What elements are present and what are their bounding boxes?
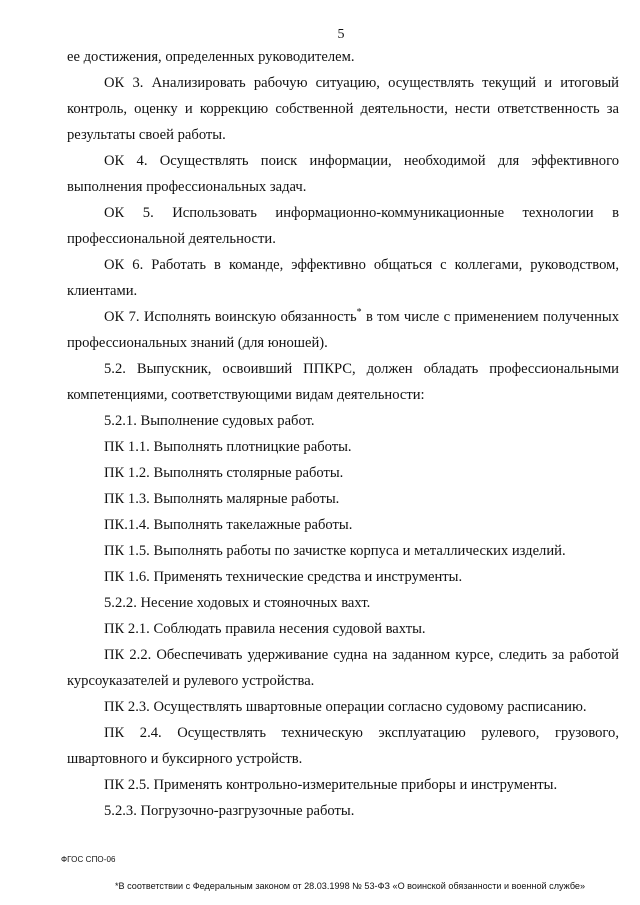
paragraph: 5.2.2. Несение ходовых и стояночных вахт. — [104, 595, 371, 611]
paragraph: ее достижения, определенных руководителем. — [67, 49, 355, 65]
paragraph: ОК 3. Анализировать рабочую ситуацию, осуществлять текущий и итоговый контроль, оценку и коррекцию собственной деятельности, нести ответственность за результаты своей работы. — [67, 75, 619, 143]
ok7-text-end: в том числе с применением полученных профессиональных знаний (для юношей). — [67, 309, 619, 351]
paragraph: ПК 1.6. Применять технические средства и инструменты. — [104, 569, 463, 585]
paragraph: ПК 2.4. Осуществлять техническую эксплуатацию рулевого, грузового, швартовного и буксирного устройств. — [67, 725, 619, 767]
paragraph: ПК.1.4. Выполнять такелажные работы. — [104, 517, 353, 533]
paragraph: ПК 2.5. Применять контрольно-измерительные приборы и инструменты. — [104, 777, 558, 793]
paragraph: 5.2.1. Выполнение судовых работ. — [104, 413, 315, 429]
paragraph: ПК 1.1. Выполнять плотницкие работы. — [104, 439, 352, 455]
paragraph: ОК 4. Осуществлять поиск информации, необходимой для эффективного выполнения профессиональных задач. — [67, 153, 619, 195]
document-body — [67, 44, 619, 824]
paragraph: ПК 2.2. Обеспечивать удерживание судна на заданном курсе, следить за работой курсоуказателей и рулевого устройства. — [67, 647, 619, 689]
footnote-mark: * — [356, 307, 362, 319]
footnote: *В соответствии с Федеральным законом от 28.03.1998 № 53-ФЗ «О воинской обязанности и военной службе» — [115, 881, 586, 891]
paragraph: ОК 6. Работать в команде, эффективно общаться с коллегами, руководством, клиентами. — [67, 257, 619, 299]
paragraph: 5.2.3. Погрузочно-разгрузочные работы. — [104, 803, 355, 819]
paragraph: ПК 1.2. Выполнять столярные работы. — [104, 465, 344, 481]
paragraph: ПК 2.1. Соблюдать правила несения судовой вахты. — [104, 621, 426, 637]
paragraph: ОК 5. Использовать информационно-коммуникационные технологии в профессиональной деятельности. — [67, 205, 619, 247]
paragraph: 5.2. Выпускник, освоивший ППКРС, должен обладать профессиональными компетенциями, соответствующими видам деятельности: — [67, 361, 619, 403]
paragraph-ok7 — [67, 304, 619, 356]
paragraph: ПК 1.3. Выполнять малярные работы. — [104, 491, 340, 507]
ok7-text-start: ОК 7. Исполнять воинскую обязанность — [104, 309, 357, 325]
paragraph: ПК 1.5. Выполнять работы по зачистке корпуса и металлических изделий. — [104, 543, 566, 559]
page-number: 5 — [337, 27, 345, 42]
paragraph: ПК 2.3. Осуществлять швартовные операции согласно судовому расписанию. — [104, 699, 587, 715]
form-code: ФГОС СПО-06 — [61, 855, 116, 864]
